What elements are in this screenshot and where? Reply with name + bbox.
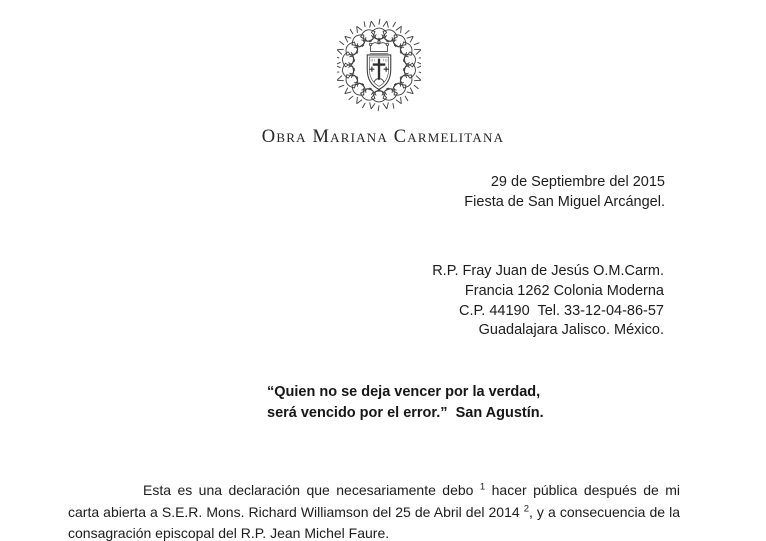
address-line-city: Guadalajara Jalisco. México. bbox=[478, 322, 664, 339]
body-paragraph bbox=[68, 480, 680, 541]
footnote-marker-1: 1 bbox=[479, 481, 486, 493]
epigraph-quote bbox=[267, 382, 544, 423]
organization-title: Obra Mariana Carmelitana bbox=[261, 127, 505, 147]
address-block bbox=[432, 262, 664, 341]
date-block bbox=[464, 173, 665, 212]
quote-line-2: será vencido por el error.” San Agustín. bbox=[267, 404, 544, 421]
feast-line: Fiesta de San Miguel Arcángel. bbox=[464, 193, 665, 210]
quote-line-1: “Quien no se deja vencer por la verdad, bbox=[267, 384, 541, 400]
address-line-postal-phone: C.P. 44190 Tel. 33-12-04-86-57 bbox=[458, 302, 664, 319]
body-text-part-1: Esta es una declaración que necesariamente debo bbox=[143, 482, 480, 498]
crown-of-thorns-shield-crest-icon bbox=[337, 16, 421, 114]
address-line-street: Francia 1262 Colonia Moderna bbox=[464, 282, 664, 299]
address-line-recipient: R.P. Fray Juan de Jesús O.M.Carm. bbox=[432, 263, 664, 279]
body-text-part-2: hacer pública después de mi carta abierta a S.E.R. Mons. Richard Williamson del 25 de Abril del 2014 bbox=[68, 482, 680, 520]
body-text-part-3: , y a consecuencia de la consagración episcopal del R.P. Jean Michel Faure. bbox=[68, 503, 680, 541]
footnote-marker-2: 2 bbox=[523, 502, 529, 514]
date-line: 29 de Septiembre del 2015 bbox=[490, 174, 665, 190]
